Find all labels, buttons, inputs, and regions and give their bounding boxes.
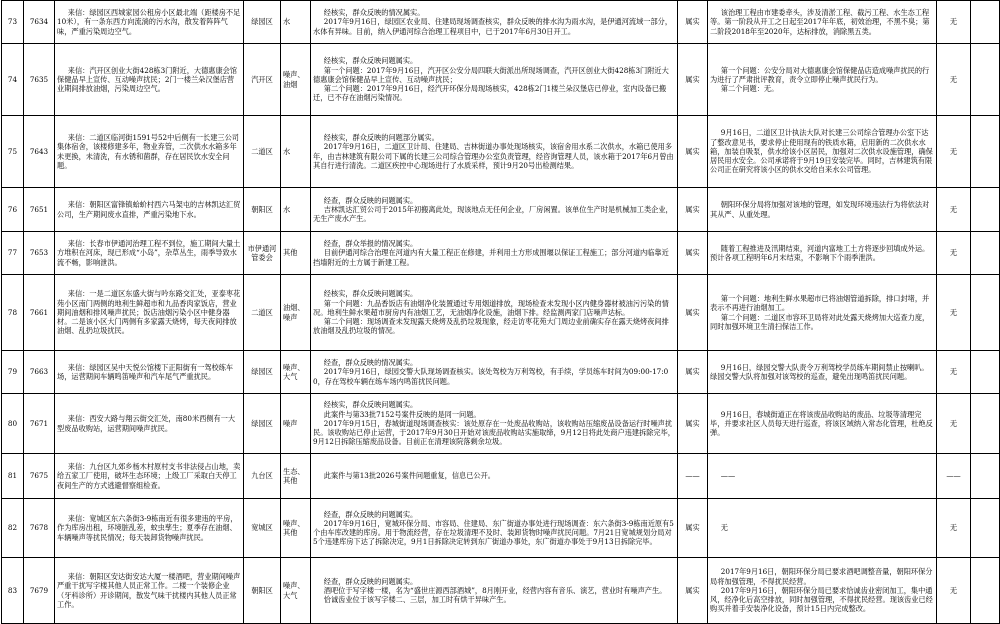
blank-cell (971, 1, 1000, 44)
handling-measures-paragraph: 9月16日，绿园交警大队责令万利驾校学员练车期间禁止按喇叭。绿园交警大队将加强对该驾校的巡查，避免出现鸣笛扰民问题。 (710, 362, 929, 381)
pollution-type: 水 (281, 188, 311, 232)
case-id: 7651 (24, 188, 55, 232)
accountability: 无 (937, 394, 971, 454)
table-body (2, 1, 1000, 624)
complaint-text: 来信：汽开区创业大街428栋3门附近，大德惠康会馆保健品早上宣传、互动噪声扰民；2门一楼兰朵汉堡店营业期间排放油烟，污染周边空气。 (55, 44, 244, 116)
handling-measures (708, 454, 937, 499)
handling-measures-paragraph: 朝阳环保分局将加强对该地的管理，如发现环境违法行为将依法对其从严、从重处理。 (710, 200, 930, 219)
row-number: 77 (2, 232, 24, 275)
pollution-type: 油烟、噪声 (281, 275, 311, 351)
investigation-findings-paragraph: 经查，群众反映的问题属实。 (323, 509, 418, 519)
accountability: 无 (937, 275, 971, 351)
district: 朝阳区 (244, 558, 281, 624)
district: 朝阳区 (244, 188, 281, 232)
case-id: 7663 (24, 351, 55, 394)
handling-measures-paragraph: —— (720, 471, 736, 481)
investigation-findings (311, 275, 678, 351)
complaint-text: 来信：西安大路与翔云街交汇处，南80米西侧有一大型废品收购站，运营期间噪声扰民。 (55, 394, 244, 454)
complaint-text: 来信：绿园区吴中天悦公馆楼下正阳街有一驾校练车场，运营期间车辆鸣笛噪声和汽车尾气严重扰民。 (55, 351, 244, 394)
case-id: 7643 (24, 116, 55, 188)
verdict: 属实 (678, 232, 708, 275)
verdict: 属实 (678, 188, 708, 232)
table-row (2, 116, 1000, 188)
handling-measures-paragraph: 2017年9月16日，朝阳环保分局已要求恰诚齿业密闭加工，集中通风，经净化后高空排放，同时加强管理，不得扰民经营。现该齿业已经购买并着手安装净化设备，预计15日内完成整改。 (710, 585, 933, 614)
investigation-findings-paragraph: 经查，群众反映的问题属实。 (323, 195, 418, 205)
investigation-findings-paragraph: 酒吧位于写字楼一楼，名为“盛世庄源西部酒城”，8月刚开业，经营内容有音乐、演艺，营业时有噪声产生。 (323, 585, 667, 595)
district: 绿园区 (244, 351, 281, 394)
case-id: 7635 (24, 44, 55, 116)
table-row (2, 44, 1000, 116)
handling-measures-paragraph: 9月16日，二道区卫计执法大队对长建三公司综合管理办公室下达了整改意见书，要求停止使用现有的铁质水箱，启用新的二次供水水箱，加装自吸泵，供水给该小区居民，加强对二次供水设施管理，确保居民用水安全。公司承诺将于9月19日安装完毕。同时，吉林建筑有限公司正在研究将该小区的供水交给自来水公司管理。 (710, 128, 933, 175)
investigation-findings-paragraph: 经核实，群众反映问题属实。 (323, 56, 418, 66)
handling-measures (708, 44, 937, 116)
district: 绿园区 (244, 1, 281, 44)
investigation-findings-paragraph: 吉林凯达汇贸公司于2015年初搬离此处，现该地点无任何企业，厂房闲置。该单位生产时是机械加工类企业，无生产废水产生。 (313, 204, 673, 224)
row-number: 73 (2, 1, 24, 44)
investigation-findings-paragraph: 此案件与第33批7152号案件反映的是同一问题。 (323, 409, 481, 419)
investigation-findings-paragraph: 第一个问题：九品香饭店有油烟净化装置通过专用烟道排放，现场检查未发现小区内健身器材被油污污染的情况。地利生鲜水果超市厨房内有油烟工艺，无油烟净化设施，油烟下排。经监测两家门店噪声达标。 (313, 298, 669, 317)
handling-measures-paragraph: 第二个问题：二道区市容环卫局将对此处露天烧烤加大巡查力度，同时加强环境卫生清扫保洁工作。 (710, 312, 930, 331)
accountability: 无 (937, 351, 971, 394)
row-number: 78 (2, 275, 24, 351)
complaint-text: 来信：朝阳区安达街安达大厦一楼酒吧，营业期间噪声严重干扰写字楼其他人员正常工作。二楼一个装修企业（牙科诊所）开诊期间，散发气味干扰楼内其他人员正常工作。 (55, 558, 244, 624)
investigation-findings-paragraph: 2017年9月16日，宽城环保分局、市容局、住建局、东广街道办事处进行现场调查：东六条街3-9栋南近原有5个由车库改建的库房。用于物流经营，存在垃圾清理不及时、装卸货物时噪声扰民问题。7月21日宽城规划分局对5个违建库房下达了拆除决定，9月1日拆除决定转到东广街道办事处，东广街道办事处于9月13日拆除完毕。 (313, 518, 674, 547)
handling-measures (708, 558, 937, 624)
case-id: 7671 (24, 394, 55, 454)
handling-measures-paragraph: 第二个问题：无。 (720, 84, 779, 94)
table-row (2, 454, 1000, 499)
blank-cell (971, 394, 1000, 454)
handling-measures-paragraph: 第一个问题：公安分局对大德惠康会馆保健品店造成噪声扰民的行为进行了严肃批评教育，责令立即停止噪声扰民行为。 (710, 65, 930, 84)
row-number: 74 (2, 44, 24, 116)
investigation-findings (311, 499, 678, 558)
pollution-type: 噪声、大气 (281, 351, 311, 394)
accountability: —— (937, 454, 971, 499)
investigation-findings-paragraph: 经核实，群众反映问题属实。 (323, 400, 418, 410)
accountability: 无 (937, 116, 971, 188)
accountability: 无 (937, 188, 971, 232)
handling-measures-paragraph: 2017年9月16日，朝阳环保分局已要求酒吧调整音量，朝阳环保分局将加强管理，不得扰民经营。 (710, 567, 933, 586)
pollution-type: 噪声、其他 (281, 499, 311, 558)
pollution-type: 噪声 (281, 394, 311, 454)
investigation-findings (311, 232, 678, 275)
investigation-findings-paragraph: 经核实，群众反映的问题部分属实。 (323, 133, 439, 143)
complaint-table (1, 0, 1000, 624)
handling-measures-paragraph: 无 (720, 523, 728, 533)
investigation-findings (311, 1, 678, 44)
handling-measures-paragraph: 第一个问题：地利生鲜水果超市已将油烟管道拆除，排口封堵，并表示不再进行油烟加工。 (710, 294, 930, 313)
investigation-findings-paragraph: 经核实，群众反映问题属实。 (323, 289, 418, 299)
accountability: 无 (937, 232, 971, 275)
verdict: 属实 (678, 351, 708, 394)
case-id: 7678 (24, 499, 55, 558)
accountability: 无 (937, 558, 971, 624)
investigation-findings (311, 394, 678, 454)
handling-measures (708, 499, 937, 558)
investigation-findings-paragraph: 经查，群众反映的问题属实。 (323, 576, 418, 586)
case-id: 7679 (24, 558, 55, 624)
verdict: 属实 (678, 116, 708, 188)
investigation-findings-paragraph: 目前伊通河综合治理在河道内有大量工程正在修建，并利用土方形成围堰以保证工程施工；部分河道内临靠近挡墙附近的土方属于新建工程。 (313, 248, 669, 267)
row-number: 81 (2, 454, 24, 499)
district: 汽开区 (244, 44, 281, 116)
investigation-findings-paragraph: 经核实，群众反映的情况属实。 (323, 8, 425, 18)
pollution-type: 其他 (281, 232, 311, 275)
accountability: 无 (937, 44, 971, 116)
handling-measures (708, 275, 937, 351)
investigation-findings-paragraph: 此案件与第13批2026号案件问题重复，信息已公开。 (323, 471, 495, 481)
blank-cell (971, 351, 1000, 394)
district: 二道区 (244, 116, 281, 188)
pollution-type: 噪声、大气 (281, 558, 311, 624)
investigation-findings (311, 558, 678, 624)
complaint-text: 来信：宽城区东六条街3-9栋南近有很多建违的平房，作为库房出租，环境脏乱差，蚊虫孳生；夏季存在油烟、车辆噪声等扰民情况；每天装卸货物噪声扰民。 (55, 499, 244, 558)
investigation-findings-paragraph: 第二个问题：现场调查未发现露天烧烤及乱扔垃圾现象，经走访枣花苑大门周边业前确实存在露天烧烤夜间排放油烟及乱扔垃圾的情况。 (313, 317, 669, 336)
investigation-findings-paragraph: 2017年9月16日，绿园交警大队现场调查核实。该处驾校为万利驾校，有手续，学员练车时间为09:00-17:00，存在驾校车辆在练车场内鸣笛扰民问题。 (313, 367, 669, 386)
complaint-text: 来信：绿园区西城家园公租房小区最北端（距楼房不足10米），有一条东西方向流淌的污水沟，散发着阵阵气味，严重污染周边空气。 (55, 1, 244, 44)
handling-measures (708, 232, 937, 275)
verdict: 属实 (678, 275, 708, 351)
investigation-findings-paragraph: 经查，群众举报的情况属实。 (323, 239, 418, 249)
pollution-type: 生态、其他 (281, 454, 311, 499)
investigation-findings-paragraph: 2017年9月15日，春城街道现场调查核实：该处原存在一处废品收购站，该收购站压缩废品设备运行时噪声扰民。该收购站已停止运营，于2017年9月30日开始对该废品收购站实施取缔，9月12日将此处商户违建拆除完毕，9月12日拆除压缩废品设备。目前正在清理该院落剩余垃圾。 (313, 418, 675, 447)
accountability: 无 (937, 1, 971, 44)
pollution-type: 水 (281, 116, 311, 188)
table-row (2, 188, 1000, 232)
table-row (2, 351, 1000, 394)
blank-cell (971, 454, 1000, 499)
blank-cell (971, 232, 1000, 275)
blank-cell (971, 116, 1000, 188)
complaint-text: 来信：长春市伊通河治理工程不到位，施工期间大量土方堆积在河床，现已形成“小岛”，杂草丛生，雨季导致水流不畅，影响泄洪。 (55, 232, 244, 275)
investigation-findings-paragraph: 2017年9月16日，二道区卫计局、住建局、吉林街道办事处现场核实，该宿舍用水系二次供水，水箱已使用多年，由吉林建筑有限公司下属的长建三公司综合管理办公室负责管理，经咨询管理人员，该水箱于2017年6月曾由其自行进行清洗。二道区疾控中心现场进行了水质采样，预计9月20号出检测结果。 (313, 142, 674, 170)
complaint-text: 来信：一是二道区东盛大街与吟东路交汇处，亚泰枣花苑小区南门两侧的地利生鲜超市和九品香肉家饭店，营业期间油烟和排风噪声扰民；饭店油烟污染小区中健身器材。二是该小区大门两侧有多家露天烧烤，每天夜间排放油烟、乱扔垃圾扰民。 (55, 275, 244, 351)
investigation-findings-paragraph: 恰诚齿业位于该写字楼二、三层，加工时有烘干异味产生。 (323, 595, 511, 605)
investigation-findings (311, 44, 678, 116)
complaint-text: 来信：九台区九郊乡杨木村原村支书非法侵占山地，卖给五家工厂使用，破坏生态环境；上级工厂采取白天停工夜间生产的方式逃避督察组检查。 (55, 454, 244, 499)
handling-measures (708, 188, 937, 232)
table-row (2, 558, 1000, 624)
pollution-type: 水 (281, 1, 311, 44)
district: 绿园区 (244, 394, 281, 454)
district: 九台区 (244, 454, 281, 499)
blank-cell (971, 44, 1000, 116)
blank-cell (971, 188, 1000, 232)
pollution-type: 噪声、油烟 (281, 44, 311, 116)
district: 宽城区 (244, 499, 281, 558)
investigation-findings (311, 351, 678, 394)
row-number: 75 (2, 116, 24, 188)
blank-cell (971, 558, 1000, 624)
verdict: 属实 (678, 394, 708, 454)
investigation-findings (311, 188, 678, 232)
table-row (2, 275, 1000, 351)
table-row (2, 232, 1000, 275)
verdict: 属实 (678, 499, 708, 558)
case-id: 7675 (24, 454, 55, 499)
handling-measures-paragraph: 9月16日，春城街道正在将该废品收购站的废品、垃圾等清理完毕，并要求社区人员每天进行巡查，将该区域纳入常态化管理，杜绝反弹。 (710, 409, 933, 438)
investigation-findings-paragraph: 经查，群众反映的情况属实。 (323, 358, 418, 368)
handling-measures-paragraph: 随着工程推进及汛期结束，河道内富地工土方将逐步回填成外运。预计各项工程明年6月末结束，不影响下个雨季泄洪。 (710, 243, 930, 262)
table-row (2, 394, 1000, 454)
blank-cell (971, 275, 1000, 351)
blank-cell (971, 499, 1000, 558)
handling-measures (708, 351, 937, 394)
verdict: —— (678, 454, 708, 499)
investigation-findings-paragraph: 第一个问题：2017年9月16日，汽开区公安分局四联大街派出所现场调查，汽开区创业大街428栋3门附近大德惠康会馆保健品早上宣传、互动噪声扰民； (313, 65, 669, 84)
row-number: 79 (2, 351, 24, 394)
handling-measures (708, 394, 937, 454)
handling-measures-paragraph: 该治理工程由市建委牵头，涉及清淤工程、截污工程、水生态工程等。第一阶段从开工之日起至2017年年底，初效治理，不黑不臭；第二阶段2018年至2020年，达标排放，消除黑五类。 (710, 8, 930, 36)
district: 市伊通河管委会 (244, 232, 281, 275)
handling-measures (708, 1, 937, 44)
accountability: 无 (937, 499, 971, 558)
row-number: 83 (2, 558, 24, 624)
table-row (2, 1, 1000, 44)
investigation-findings (311, 454, 678, 499)
table-row (2, 499, 1000, 558)
handling-measures (708, 116, 937, 188)
verdict: 属实 (678, 558, 708, 624)
investigation-findings-paragraph: 第二个问题：2017年9月16日，经汽开环保分局现场核实，428栋2门1楼兰朵汉堡店已停业，室内设备已搬迁，已不存在油烟污染情况。 (313, 84, 667, 103)
row-number: 80 (2, 394, 24, 454)
verdict: 属实 (678, 1, 708, 44)
district: 二道区 (244, 275, 281, 351)
case-id: 7661 (24, 275, 55, 351)
case-id: 7634 (24, 1, 55, 44)
verdict: 属实 (678, 44, 708, 116)
investigation-findings (311, 116, 678, 188)
complaint-text: 来信：二道区临河街1591号52中后侧有一长建三公司集体宿舍，该楼修建多年，物业弃管，二次供水水箱多年未更换，未清洗，有水锈和菌群，存在居民饮水安全问题。 (55, 116, 244, 188)
row-number: 76 (2, 188, 24, 232)
row-number: 82 (2, 499, 24, 558)
case-id: 7653 (24, 232, 55, 275)
investigation-findings-paragraph: 2017年9月16日，绿园区农业局、住建局现场调查核实，群众反映的排水沟为雨水沟，是伊通河流域一部分，水体有异味。目前，纳入伊通河综合治理工程项目中，已于2017年6月30日开工。 (313, 17, 673, 36)
complaint-text: 来信：朝阳区富锋镇蛤蚧村西六马架屯的吉林凯达汇贸公司，生产期间废水直排，严重污染地下水。 (55, 188, 244, 232)
